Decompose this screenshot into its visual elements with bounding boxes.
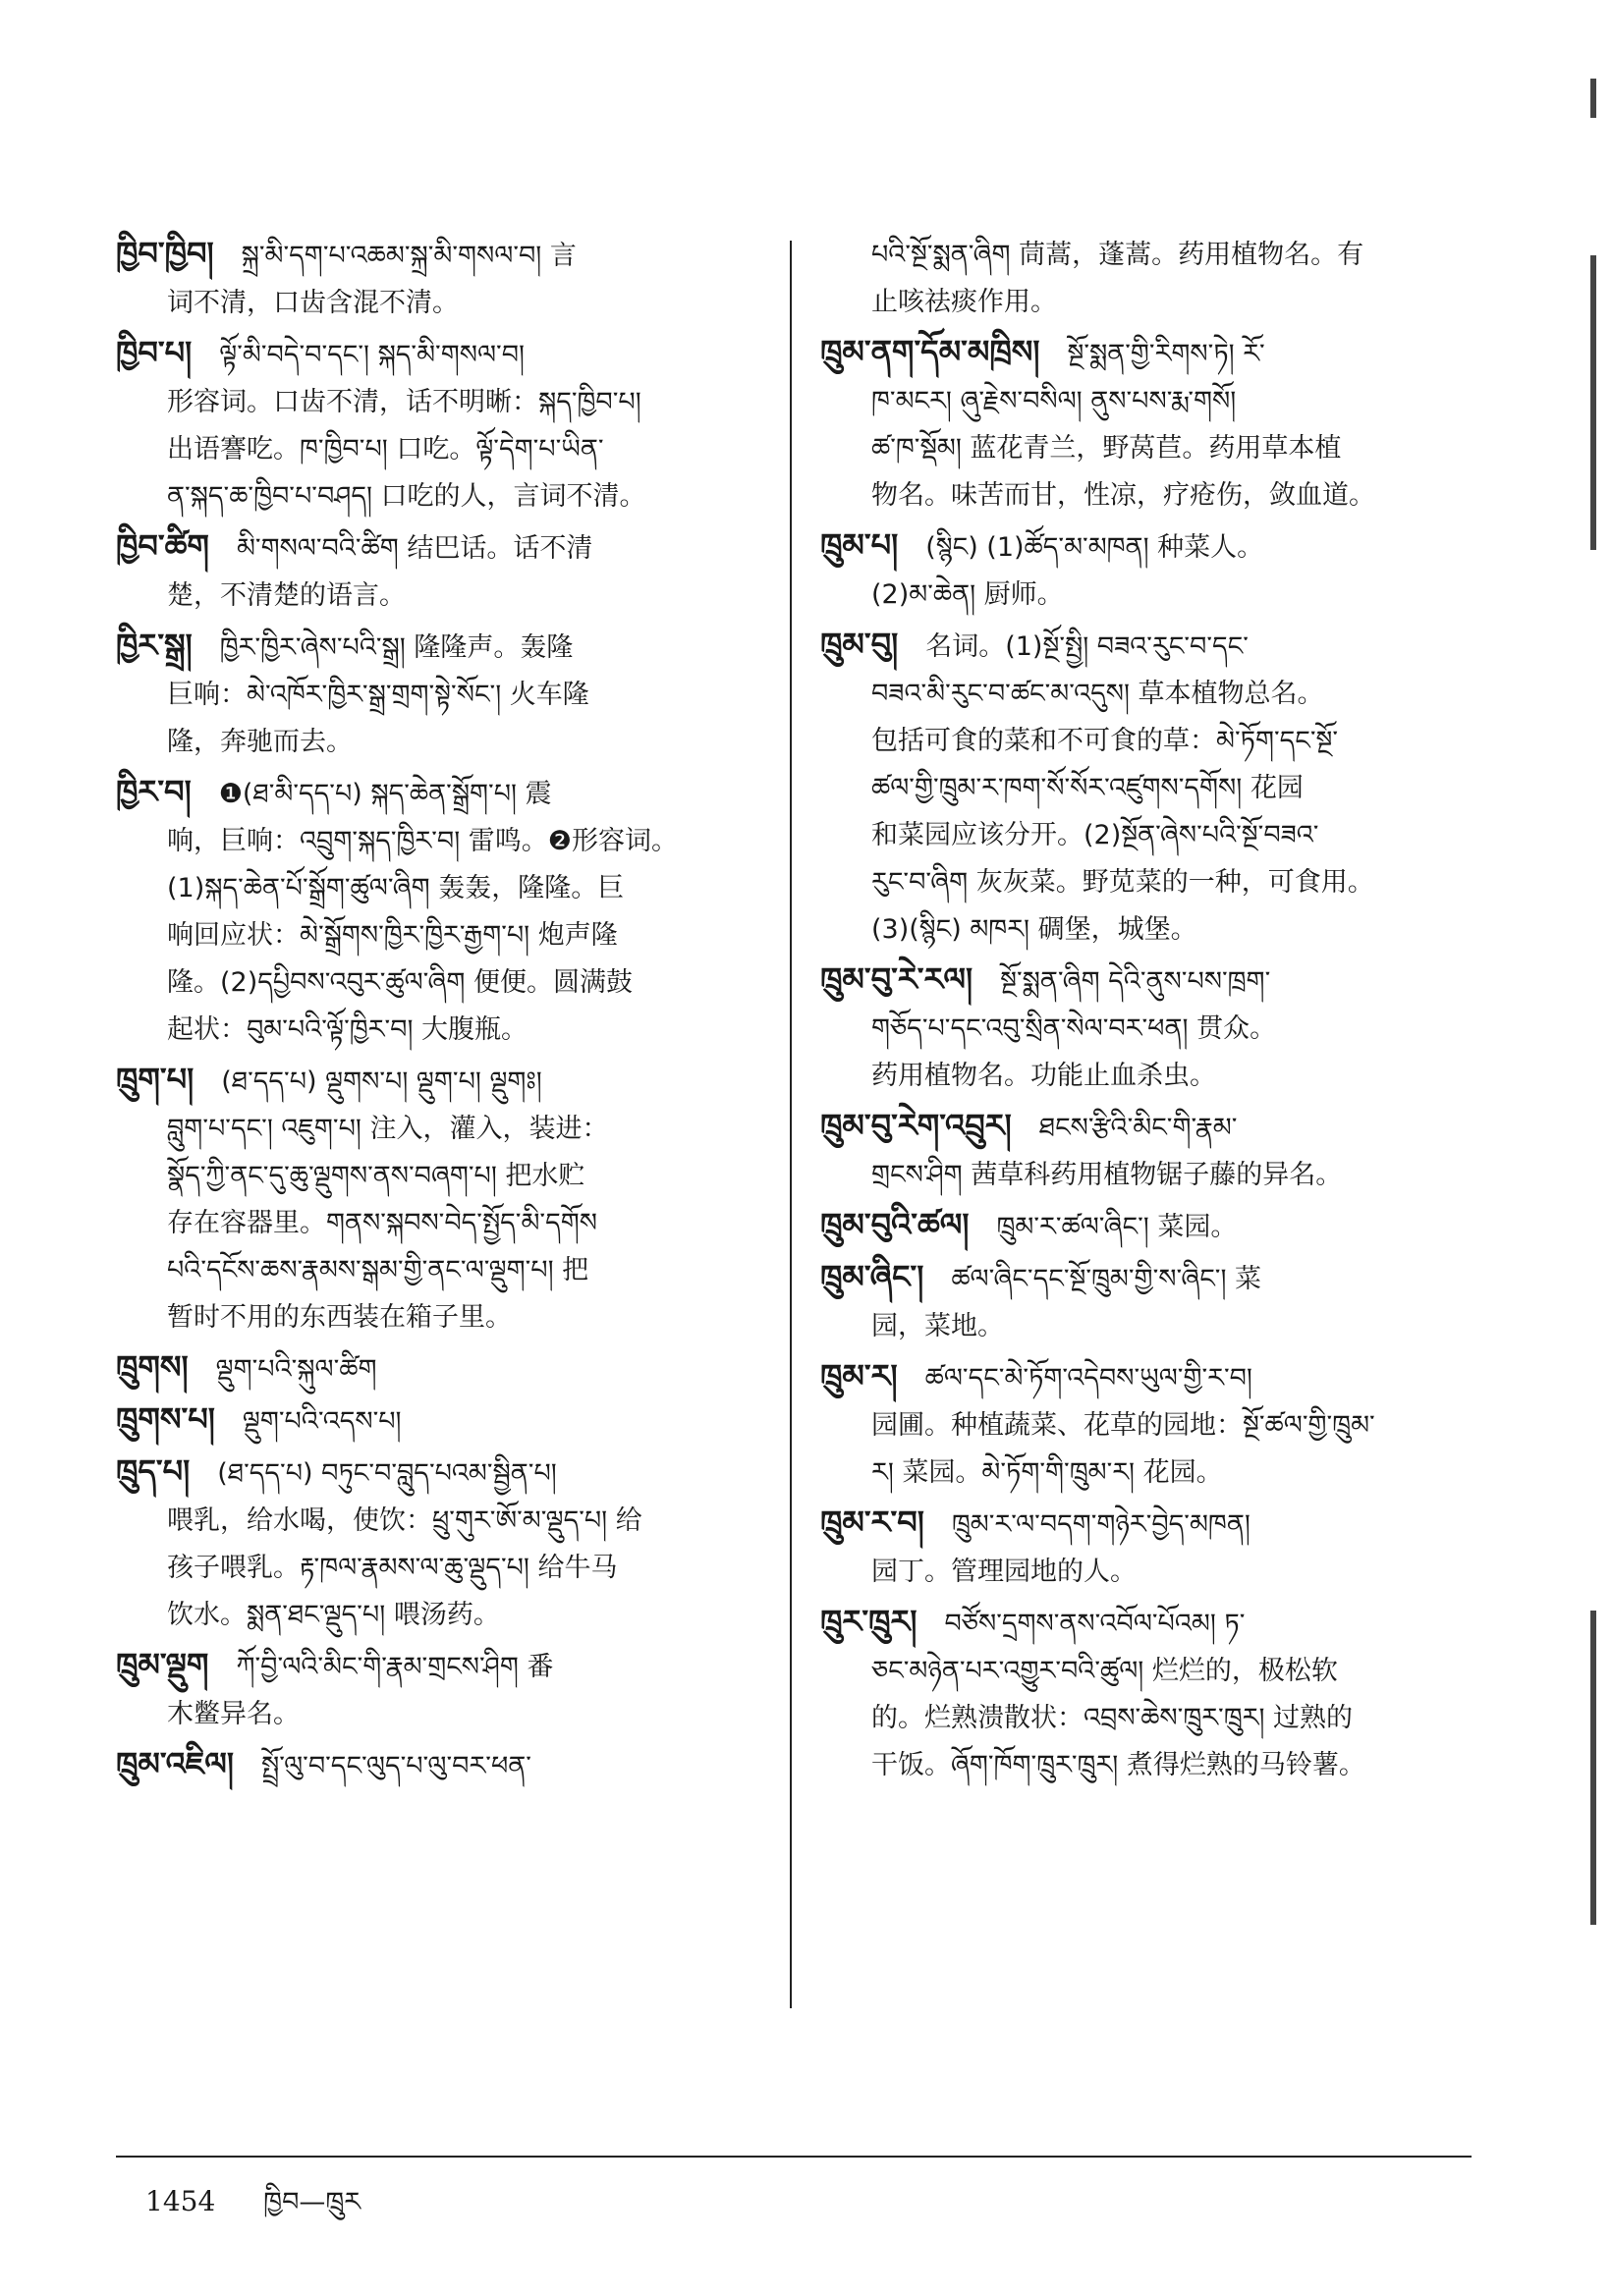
edge-mark <box>1590 79 1596 118</box>
entry-line <box>820 957 1469 1005</box>
definition-text: 响，巨响：འབྲུག་སྐད་ཁྱིར་བ། 雷鸣。❷形容词。 <box>167 826 679 856</box>
definition-text: ཚལ་དང་མེ་ཏོག་འདེབས་ཡུལ་གྱི་ར་བ། <box>924 1363 1252 1394</box>
headword: ཁྲུམ་ར་བ། <box>820 1503 924 1541</box>
definition-text: 止咳祛痰作用。 <box>871 287 1057 317</box>
entry-line <box>820 1694 1469 1741</box>
dictionary-entry <box>116 1344 764 1393</box>
headword: ཁྲུམ་ལྡུག <box>116 1646 209 1683</box>
definition-text: བཟའ་མི་རུང་བ་ཚང་མ་འདུས། 草本植物总名。 <box>871 679 1324 709</box>
dictionary-entry <box>116 1057 764 1340</box>
entry-line <box>820 278 1469 325</box>
dictionary-entry <box>116 1642 764 1737</box>
definition-text: ཅང་མཉེན་པར་འགྱུར་བའི་ཚུལ། 烂烂的，极松软 <box>871 1656 1338 1686</box>
definition-text: 名词。(1)སྔོ་སྤྱི། བཟའ་རུང་བ་དང་ <box>925 631 1249 662</box>
headword: ཁྲུམ་བུ་རེ་རལ། <box>820 960 973 998</box>
entry-line <box>820 717 1469 764</box>
entry-line <box>116 1449 764 1497</box>
entry-line <box>820 1647 1469 1694</box>
entry-line <box>116 1057 764 1105</box>
entry-line <box>116 572 764 619</box>
entry-line <box>820 1401 1469 1449</box>
dictionary-entry <box>116 330 764 519</box>
definition-text: ལྟོ་མི་བདེ་བ་དང་། སྐད་མི་གསལ་བ། <box>219 340 525 370</box>
dictionary-entry <box>820 1353 1469 1496</box>
entry-line <box>820 231 1469 278</box>
definition-text: 孩子喂乳。རྟ་ཁལ་རྣམས་ལ་ཆུ་ལྡུད་པ། 给牛马 <box>167 1553 618 1583</box>
dictionary-entry <box>116 623 764 765</box>
definition-text: 起状：བུམ་པའི་ལྟོ་ཁྱིར་བ། 大腹瓶。 <box>167 1014 528 1045</box>
entry-line <box>820 622 1469 670</box>
entry-line <box>116 1344 764 1393</box>
headword: ཁྲུམ་བུའི་ཚལ། <box>820 1206 970 1243</box>
entry-line <box>116 1152 764 1199</box>
definition-text: 词不清，口齿含混不清。 <box>167 288 459 318</box>
definition-text: (2)མ་ཆེན། 厨师。 <box>871 579 1064 610</box>
definition-text: (1)སྐད་ཆེན་པོ་སྒྲོག་ཚུལ་ཞིག 轰轰，隆隆。巨 <box>167 873 625 903</box>
entry-line <box>820 811 1469 858</box>
definition-text: བཙོས་དྲགས་ནས་འབོལ་པོའམ། ཏ་ <box>944 1609 1246 1639</box>
headword: ཁྱིར་སྒྲ། <box>116 627 193 664</box>
headword: ཁྲུགས་པ། <box>116 1400 215 1438</box>
definition-text: ལྡུག་པའི་འདས་པ། <box>242 1406 402 1437</box>
edge-mark <box>1590 1611 1596 1925</box>
entry-line <box>116 1690 764 1737</box>
dictionary-entry <box>116 1396 764 1445</box>
entry-line <box>820 424 1469 471</box>
definition-text: སྔོ་སྨན་ཞིག དེའི་ནུས་པས་ཁྲག་ <box>1000 966 1271 997</box>
headword: ཁྲུམ་ཞིང་། <box>820 1258 924 1295</box>
entry-line <box>820 1353 1469 1401</box>
definition-text: 暂时不用的东西装在箱子里。 <box>167 1302 512 1333</box>
entry-line <box>116 671 764 718</box>
entry-line <box>116 1006 764 1053</box>
dictionary-entry <box>116 523 764 619</box>
definition-text: 隆。(2)དཔྱིབས་འབུར་ཚུལ་ཞིག 便便。圆满鼓 <box>167 967 634 998</box>
definition-text: 干饭。ཞོག་ཁོག་ཁྲུར་ཁྲུར། 煮得烂熟的马铃薯。 <box>871 1750 1365 1780</box>
headword: ཁྲུམ་བུ་རེག་འབྲུར། <box>820 1107 1012 1144</box>
headword: ཁྲུད་པ། <box>116 1452 191 1490</box>
headword: ཁྱིབ་ཚིག <box>116 527 209 565</box>
column-divider <box>790 241 792 2008</box>
definition-text: 饮水。སྨན་ཐང་ལྡུད་པ། 喂汤药。 <box>167 1600 500 1630</box>
definition-text: སྤྲོ་ལུ་བ་དང་ལུད་པ་ལུ་བར་ཕན་ <box>261 1751 531 1781</box>
entry-line <box>820 329 1469 377</box>
definition-text: ཁ་མངར། ཞུ་རྗེས་བསིལ། ནུས་པས་རྨ་གསོ། <box>871 386 1237 416</box>
definition-text: 楚，不清楚的语言。 <box>167 580 406 611</box>
definition-text: 喂乳，给水喝，使饮：ཕྲུ་གུར་ཨོ་མ་ལྡུད་པ། 给 <box>167 1505 642 1536</box>
entry-line <box>820 1151 1469 1198</box>
dictionary-entry <box>116 1449 764 1638</box>
entry-line <box>820 670 1469 717</box>
entry-line <box>820 1254 1469 1302</box>
entry-line <box>116 718 764 765</box>
headword: ཁྱིབ་ཁྱིབ། <box>116 235 214 272</box>
entry-line <box>116 1544 764 1591</box>
definition-text: བླུག་པ་དང་། འཇུག་པ། 注入，灌入，装进： <box>167 1114 609 1144</box>
definition-text: རུང་བ་ཞིག 灰灰菜。野苋菜的一种，可食用。 <box>871 867 1374 898</box>
definition-text: གཅོད་པ་དང་འབུ་སྲིན་སེལ་བར་ཕན། 贯众。 <box>871 1013 1277 1044</box>
definition-text: 出语謇吃。ཁ་ཁྱིབ་པ། 口吃。ལྟོ་དེག་པ་ཡིན་ <box>167 434 604 465</box>
headword: ཁྲུར་ཁྲུར། <box>820 1603 917 1640</box>
definition-text: ཚ་ཁ་སྡོམ། 蓝花青兰，野莴苣。药用草本植 <box>871 433 1342 464</box>
definition-text: (ཐ་དད་པ) བཏུང་བ་བླུད་པའམ་སྦྱིན་པ། <box>217 1458 557 1489</box>
headword: ཁྲུམ་ནག་དོམ་མཁྲིས། <box>820 333 1040 370</box>
entry-line <box>116 378 764 425</box>
entry-line <box>820 1302 1469 1349</box>
definition-text: ❶(ཐ་མི་དད་པ) སྐད་ཆེན་སྒྲོག་པ། 震 <box>218 779 552 809</box>
dictionary-entry <box>820 522 1469 618</box>
definition-text: ཐངས་རྩིའི་མིང་གི་རྣམ་ <box>1038 1113 1238 1143</box>
entry-line <box>116 817 764 864</box>
dictionary-entry <box>820 1500 1469 1595</box>
dictionary-entry <box>116 769 764 1053</box>
entry-line <box>820 858 1469 905</box>
definition-text: 园，菜地。 <box>871 1311 1004 1341</box>
dictionary-entry <box>116 1741 764 1789</box>
definition-text: 园圃。种植蔬菜、花草的园地：སྔོ་ཚལ་གྱི་ཁྲུམ་ <box>871 1410 1375 1441</box>
definition-text: ན་སྐད་ཆ་ཁྱིབ་པ་བཤད། 口吃的人，言词不清。 <box>167 481 646 512</box>
headword: ཁྱིབ་པ། <box>116 334 193 371</box>
running-head: ཁྱིབ—ཁྲུར <box>263 2187 361 2217</box>
definition-text: 和菜园应该分开。(2)སྔོན་ཞེས་པའི་སྔོ་བཟའ་ <box>871 820 1319 850</box>
definition-text: སྐྲ་མི་དག་པ་འཆམ་སྐྲ་མི་གསལ་བ། 言 <box>241 241 577 271</box>
definition-text: ར། 菜园。མེ་ཏོག་གི་ཁྲུམ་ར། 花园。 <box>871 1457 1223 1488</box>
dictionary-entry <box>820 1599 1469 1788</box>
definition-text: 形容词。口齿不清，话不明晰：སྐད་ཁྱིབ་པ། <box>167 387 641 417</box>
definition-text: 木鳖异名。 <box>167 1699 300 1729</box>
entry-line <box>820 1741 1469 1788</box>
definition-text: 物名。味苦而甘，性凉，疗疮伤，敛血道。 <box>871 480 1375 511</box>
definition-text: སྣོད་ཀྱི་ནང་དུ་ཆུ་ལྡུགས་ནས་བཞག་པ། 把水贮 <box>167 1161 585 1191</box>
definition-text: ལྡུག་པའི་སྐུལ་ཚིག <box>215 1354 377 1385</box>
page-footer <box>145 2172 361 2247</box>
entry-line <box>116 1199 764 1246</box>
entry-line <box>116 425 764 472</box>
right-column <box>820 231 1469 1792</box>
definition-text: 园丁。管理园地的人。 <box>871 1557 1137 1587</box>
definition-text: 隆，奔驰而去。 <box>167 727 353 757</box>
headword: ཁྱིར་བ། <box>116 773 192 810</box>
entry-line <box>820 1548 1469 1595</box>
entry-line <box>820 1202 1469 1250</box>
entry-line <box>116 1293 764 1340</box>
definition-text: 的。烂熟溃散状：འབྲས་ཆེས་ཁྲུར་ཁྲུར། 过熟的 <box>871 1703 1354 1733</box>
definition-text: པའི་སྔོ་སྨན་ཞིག 茼蒿，蓬蒿。药用植物名。有 <box>871 240 1364 270</box>
entry-line <box>116 769 764 817</box>
dictionary-entry <box>820 622 1469 953</box>
entry-line <box>820 905 1469 953</box>
definition-text: (3)(སྙིང) མཁར། 碉堡，城堡。 <box>871 914 1197 945</box>
definition-text: (ཐ་དད་པ) ལྡུགས་པ། ལྡུག་པ། ལྡུགཿ། <box>221 1066 542 1097</box>
footer-rule <box>116 2156 1472 2158</box>
page-number: 1454 <box>145 2185 216 2217</box>
entry-line <box>820 1103 1469 1151</box>
definition-text: (སྙིང) (1)ཚོད་མ་མཁན། 种菜人。 <box>925 532 1264 563</box>
entry-line <box>820 764 1469 811</box>
entry-line <box>820 1005 1469 1052</box>
headword: ཁྲུམ་ར། <box>820 1357 898 1394</box>
definition-text: སྔོ་སྨན་གྱི་རིགས་ཏེ། རོ་ <box>1067 339 1265 369</box>
definition-text: ཁྲུམ་ར་ཚལ་ཞིང་། 菜园。 <box>996 1212 1238 1242</box>
headword: ཁྲུམ་འཇིལ། <box>116 1745 235 1782</box>
entry-line <box>116 911 764 958</box>
definition-text: པའི་དངོས་ཆས་རྣམས་སྒམ་གྱི་ནང་ལ་ལྡུག་པ། 把 <box>167 1255 589 1285</box>
left-column <box>116 231 764 1793</box>
entry-line <box>116 523 764 572</box>
entry-line <box>116 1105 764 1152</box>
entry-line <box>116 623 764 671</box>
entry-line <box>116 1497 764 1544</box>
definition-text: ཁྲུམ་ར་ལ་བདག་གཉེར་བྱེད་མཁན། <box>951 1509 1251 1540</box>
headword: ཁྲུམ་པ། <box>820 526 899 564</box>
dictionary-entry <box>116 231 764 326</box>
entry-line <box>116 1591 764 1638</box>
definition-text: ཁྱིར་ཁྱིར་ཞེས་པའི་སྒྲ། 隆隆声。轰隆 <box>219 632 574 663</box>
dictionary-entry <box>820 957 1469 1099</box>
entry-line <box>116 958 764 1006</box>
entry-line <box>116 1246 764 1293</box>
headword: ཁྲུག་པ། <box>116 1061 195 1098</box>
entry-line <box>116 1642 764 1690</box>
definition-text: 存在容器里。གནས་སྐབས་བེད་སྤྱོད་མི་དགོས <box>167 1208 597 1238</box>
dictionary-entry <box>820 1103 1469 1198</box>
entry-line <box>820 1449 1469 1496</box>
definition-text: མི་གསལ་བའི་ཚིག 结巴话。话不清 <box>236 533 593 564</box>
definition-text: ཀོ་བྱི་ལའི་མིང་གི་རྣམ་གྲངས་ཤིག 番 <box>236 1652 554 1682</box>
entry-line <box>820 471 1469 519</box>
definition-text: 巨响：མེ་འཁོར་ཁྱིར་སྒྲ་གྲག་སྟེ་སོང་། 火车隆 <box>167 680 589 710</box>
dictionary-entry <box>820 1254 1469 1349</box>
entry-line <box>820 571 1469 618</box>
entry-line <box>116 1396 764 1445</box>
definition-text: ཚལ་གྱི་ཁྲུམ་ར་ཁག་སོ་སོར་འཛུགས་དགོས། 花园 <box>871 773 1304 803</box>
dictionary-entry <box>820 1202 1469 1250</box>
entry-line <box>116 1741 764 1789</box>
definition-text: ཚལ་ཞིང་དང་སྔོ་ཁྲུམ་གྱི་ས་ཞིང་། 菜 <box>951 1264 1262 1294</box>
entry-line <box>820 1500 1469 1548</box>
entry-line <box>820 1052 1469 1099</box>
entry-line <box>116 231 764 279</box>
entry-line <box>116 279 764 326</box>
entry-line <box>116 864 764 911</box>
dictionary-entry <box>820 231 1469 325</box>
definition-text: 响回应状：མེ་སྒྲོགས་ཁྱིར་ཁྱིར་རྒྱག་པ། 炮声隆 <box>167 920 618 951</box>
edge-mark <box>1590 255 1596 550</box>
definition-text: གྲངས་ཤིག 茜草科药用植物锯子藤的异名。 <box>871 1160 1343 1190</box>
entry-line <box>820 1599 1469 1647</box>
definition-text: 药用植物名。功能止血杀虫。 <box>871 1061 1216 1091</box>
dictionary-entry <box>820 329 1469 519</box>
headword: ཁྲུགས། <box>116 1348 189 1386</box>
entry-line <box>820 522 1469 571</box>
entry-line <box>116 330 764 378</box>
definition-text: 包括可食的菜和不可食的草：མེ་ཏོག་དང་སྔོ་ <box>871 726 1339 756</box>
headword: ཁྲུམ་བུ། <box>820 626 899 663</box>
entry-line <box>116 472 764 519</box>
entry-line <box>820 377 1469 424</box>
